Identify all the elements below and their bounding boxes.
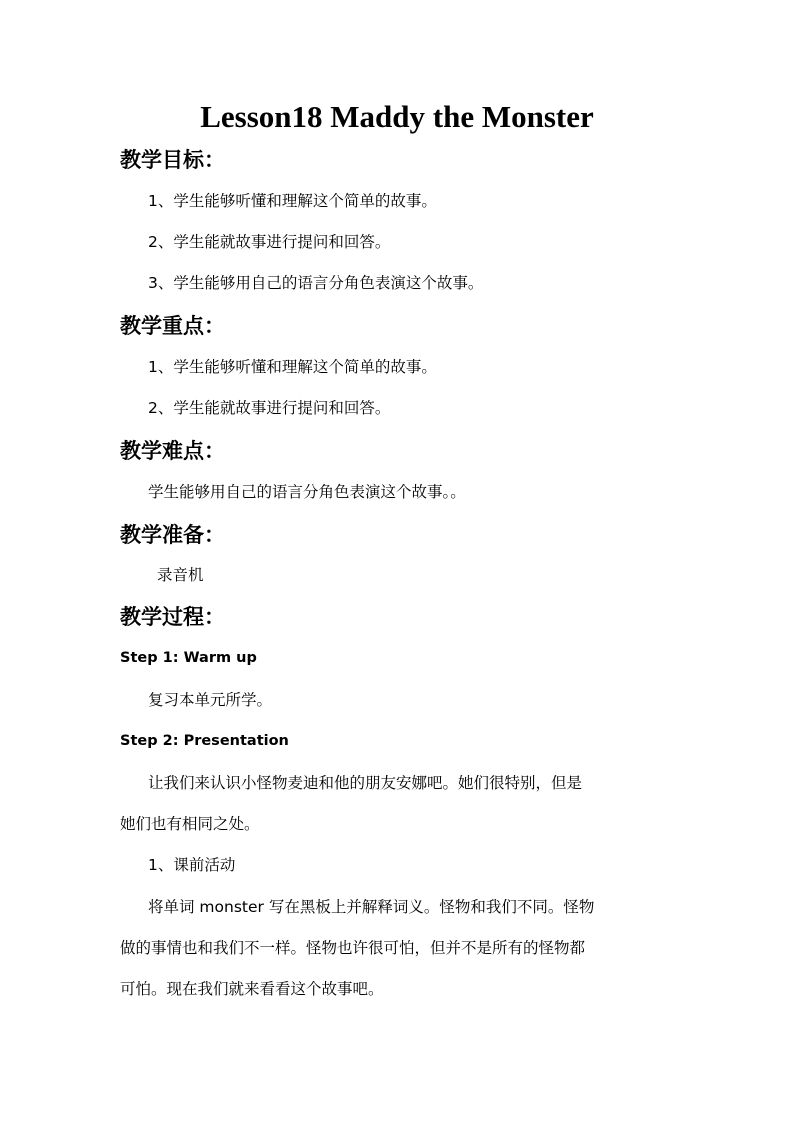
- process-heading: 教学过程：: [120, 605, 225, 629]
- preparation-heading: 教学准备：: [120, 523, 225, 547]
- step-2-intro-line-2: 她们也有相同之处。: [120, 815, 260, 833]
- step-2-activity-paragraph: [120, 895, 680, 1018]
- key-points-heading: 教学重点：: [120, 314, 225, 338]
- objective-item-3: 3、学生能够用自己的语言分角色表演这个故事。: [148, 274, 484, 292]
- key-point-item-1: 1、学生能够听懂和理解这个简单的故事。: [148, 358, 437, 376]
- step-2-intro-paragraph: [120, 771, 680, 853]
- objectives-heading: 教学目标：: [120, 148, 225, 172]
- step-1-title: Step 1: Warm up: [120, 650, 257, 666]
- objective-item-1: 1、学生能够听懂和理解这个简单的故事。: [148, 192, 437, 210]
- preparation-text: 录音机: [157, 566, 204, 584]
- step-2-intro-line-1: 让我们来认识小怪物麦迪和他的朋友安娜吧。她们很特别，但是: [148, 774, 583, 792]
- difficulties-heading: 教学难点：: [120, 439, 225, 463]
- document-title: Lesson18 Maddy the Monster: [200, 99, 594, 134]
- step-2-activity-line-1: 将单词 monster 写在黑板上并解释词义。怪物和我们不同。怪物: [148, 898, 595, 916]
- step-2-activity-line-3: 可怕。现在我们就来看看这个故事吧。: [120, 980, 384, 998]
- objective-item-2: 2、学生能就故事进行提问和回答。: [148, 233, 391, 251]
- step-2-activity-label: 1、课前活动: [148, 856, 236, 874]
- step-1-text: 复习本单元所学。: [148, 691, 273, 709]
- key-point-item-2: 2、学生能就故事进行提问和回答。: [148, 399, 391, 417]
- step-2-title: Step 2: Presentation: [120, 733, 289, 749]
- step-2-activity-line-2: 做的事情也和我们不一样。怪物也许很可怕，但并不是所有的怪物都: [120, 939, 586, 957]
- difficulties-text: 学生能够用自己的语言分角色表演这个故事。。: [148, 483, 466, 501]
